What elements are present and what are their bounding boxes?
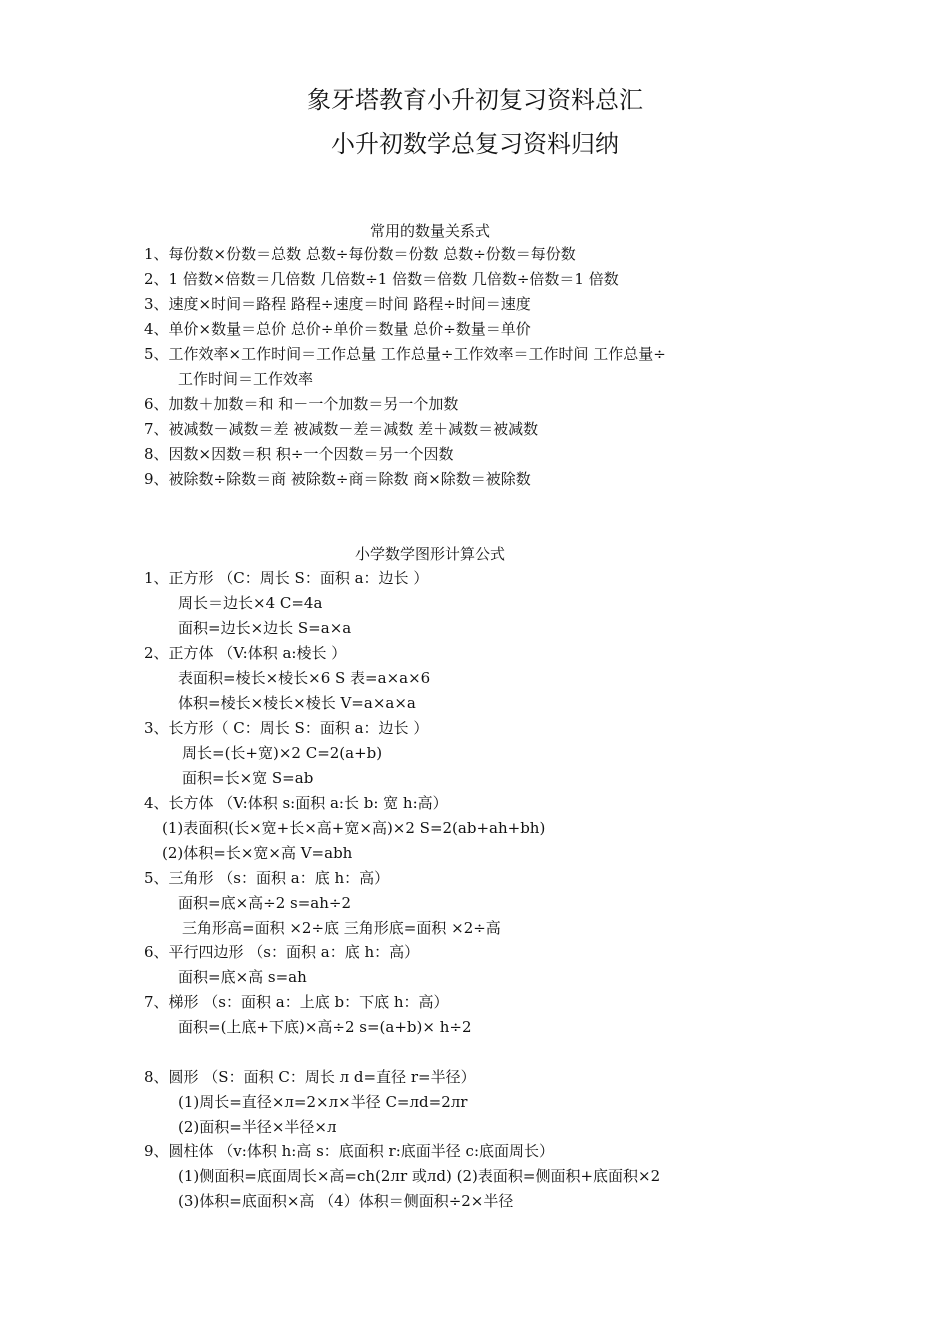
formula-line: 2、正方体 （V:体积 a:棱长 ） — [144, 644, 347, 662]
formula-line: 9、被除数÷除数＝商 被除数÷商＝除数 商×除数＝被除数 — [144, 470, 531, 488]
formula-line: 周长＝边长×4 C=4a — [178, 594, 323, 612]
formula-line: (1)表面积(长×宽+长×高+宽×高)×2 S=2(ab+ah+bh) — [162, 819, 546, 837]
formula-line: 面积=长×宽 S=ab — [182, 769, 314, 787]
formula-line: 1、正方形 （C：周长 S：面积 a：边长 ） — [144, 569, 429, 587]
formula-line: (1)侧面积=底面周长×高=ch(2лr 或лd) (2)表面积=侧面积+底面积×2 — [178, 1167, 661, 1185]
document-subtitle: 小升初数学总复习资料归纳 — [331, 130, 619, 158]
formula-line: 4、长方体 （V:体积 s:面积 a:长 b: 宽 h:高） — [144, 794, 448, 812]
formula-line: 6、加数＋加数＝和 和－一个加数＝另一个加数 — [144, 395, 459, 413]
formula-line: 表面积=棱长×棱长×6 S 表=a×a×6 — [178, 669, 431, 687]
formula-line: 体积=棱长×棱长×棱长 V=a×a×a — [178, 694, 416, 712]
formula-line: 7、被减数－减数＝差 被减数－差＝减数 差＋减数＝被减数 — [144, 420, 539, 438]
formula-line: (3)体积=底面积×高 （4）体积＝侧面积÷2×半径 — [178, 1192, 514, 1210]
formula-line: 4、单价×数量＝总价 总价÷单价＝数量 总价÷数量＝单价 — [144, 320, 531, 338]
formula-line: 8、因数×因数＝积 积÷一个因数＝另一个因数 — [144, 445, 454, 463]
formula-line: (1)周长=直径×л=2×л×半径 C=лd=2лr — [178, 1093, 468, 1111]
formula-line: 面积=底×高÷2 s=ah÷2 — [178, 894, 351, 912]
formula-line: 周长=(长+宽)×2 C=2(a+b) — [182, 744, 383, 762]
formula-line: 5、三角形 （s：面积 a：底 h：高） — [144, 869, 390, 887]
formula-line: 2、1 倍数×倍数＝几倍数 几倍数÷1 倍数＝倍数 几倍数÷倍数＝1 倍数 — [144, 270, 619, 288]
formula-line: 5、工作效率×工作时间＝工作总量 工作总量÷工作效率＝工作时间 工作总量÷ — [144, 345, 666, 363]
document-title: 象牙塔教育小升初复习资料总汇 — [307, 86, 643, 114]
formula-line: 9、圆柱体 （v:体积 h:高 s：底面积 r:底面半径 c:底面周长） — [144, 1142, 555, 1160]
formula-line: 1、每份数×份数＝总数 总数÷每份数＝份数 总数÷份数＝每份数 — [144, 245, 576, 263]
formula-line: 面积=(上底+下底)×高÷2 s=(a+b)× h÷2 — [178, 1018, 472, 1036]
formula-line: 工作时间＝工作效率 — [178, 370, 314, 388]
formula-line: 3、速度×时间＝路程 路程÷速度＝时间 路程÷时间＝速度 — [144, 295, 531, 313]
formula-line: (2)体积=长×宽×高 V=abh — [162, 844, 353, 862]
formula-line: 8、圆形 （S：面积 C：周长 л d=直径 r=半径） — [144, 1068, 476, 1086]
formula-line: 面积=边长×边长 S=a×a — [178, 619, 352, 637]
formula-line: 6、平行四边形 （s：面积 a：底 h：高） — [144, 943, 420, 961]
formula-line: 7、梯形 （s：面积 a：上底 b：下底 h：高） — [144, 993, 449, 1011]
formula-line: (2)面积=半径×半径×л — [178, 1118, 337, 1136]
formula-line: 面积=底×高 s=ah — [178, 968, 307, 986]
formula-line: 三角形高=面积 ×2÷底 三角形底=面积 ×2÷高 — [182, 919, 501, 937]
formula-line: 3、长方形（ C：周长 S：面积 a：边长 ） — [144, 719, 429, 737]
section-heading-shape-formulas: 小学数学图形计算公式 — [354, 545, 505, 563]
section-heading-quantity-relations: 常用的数量关系式 — [369, 222, 490, 240]
